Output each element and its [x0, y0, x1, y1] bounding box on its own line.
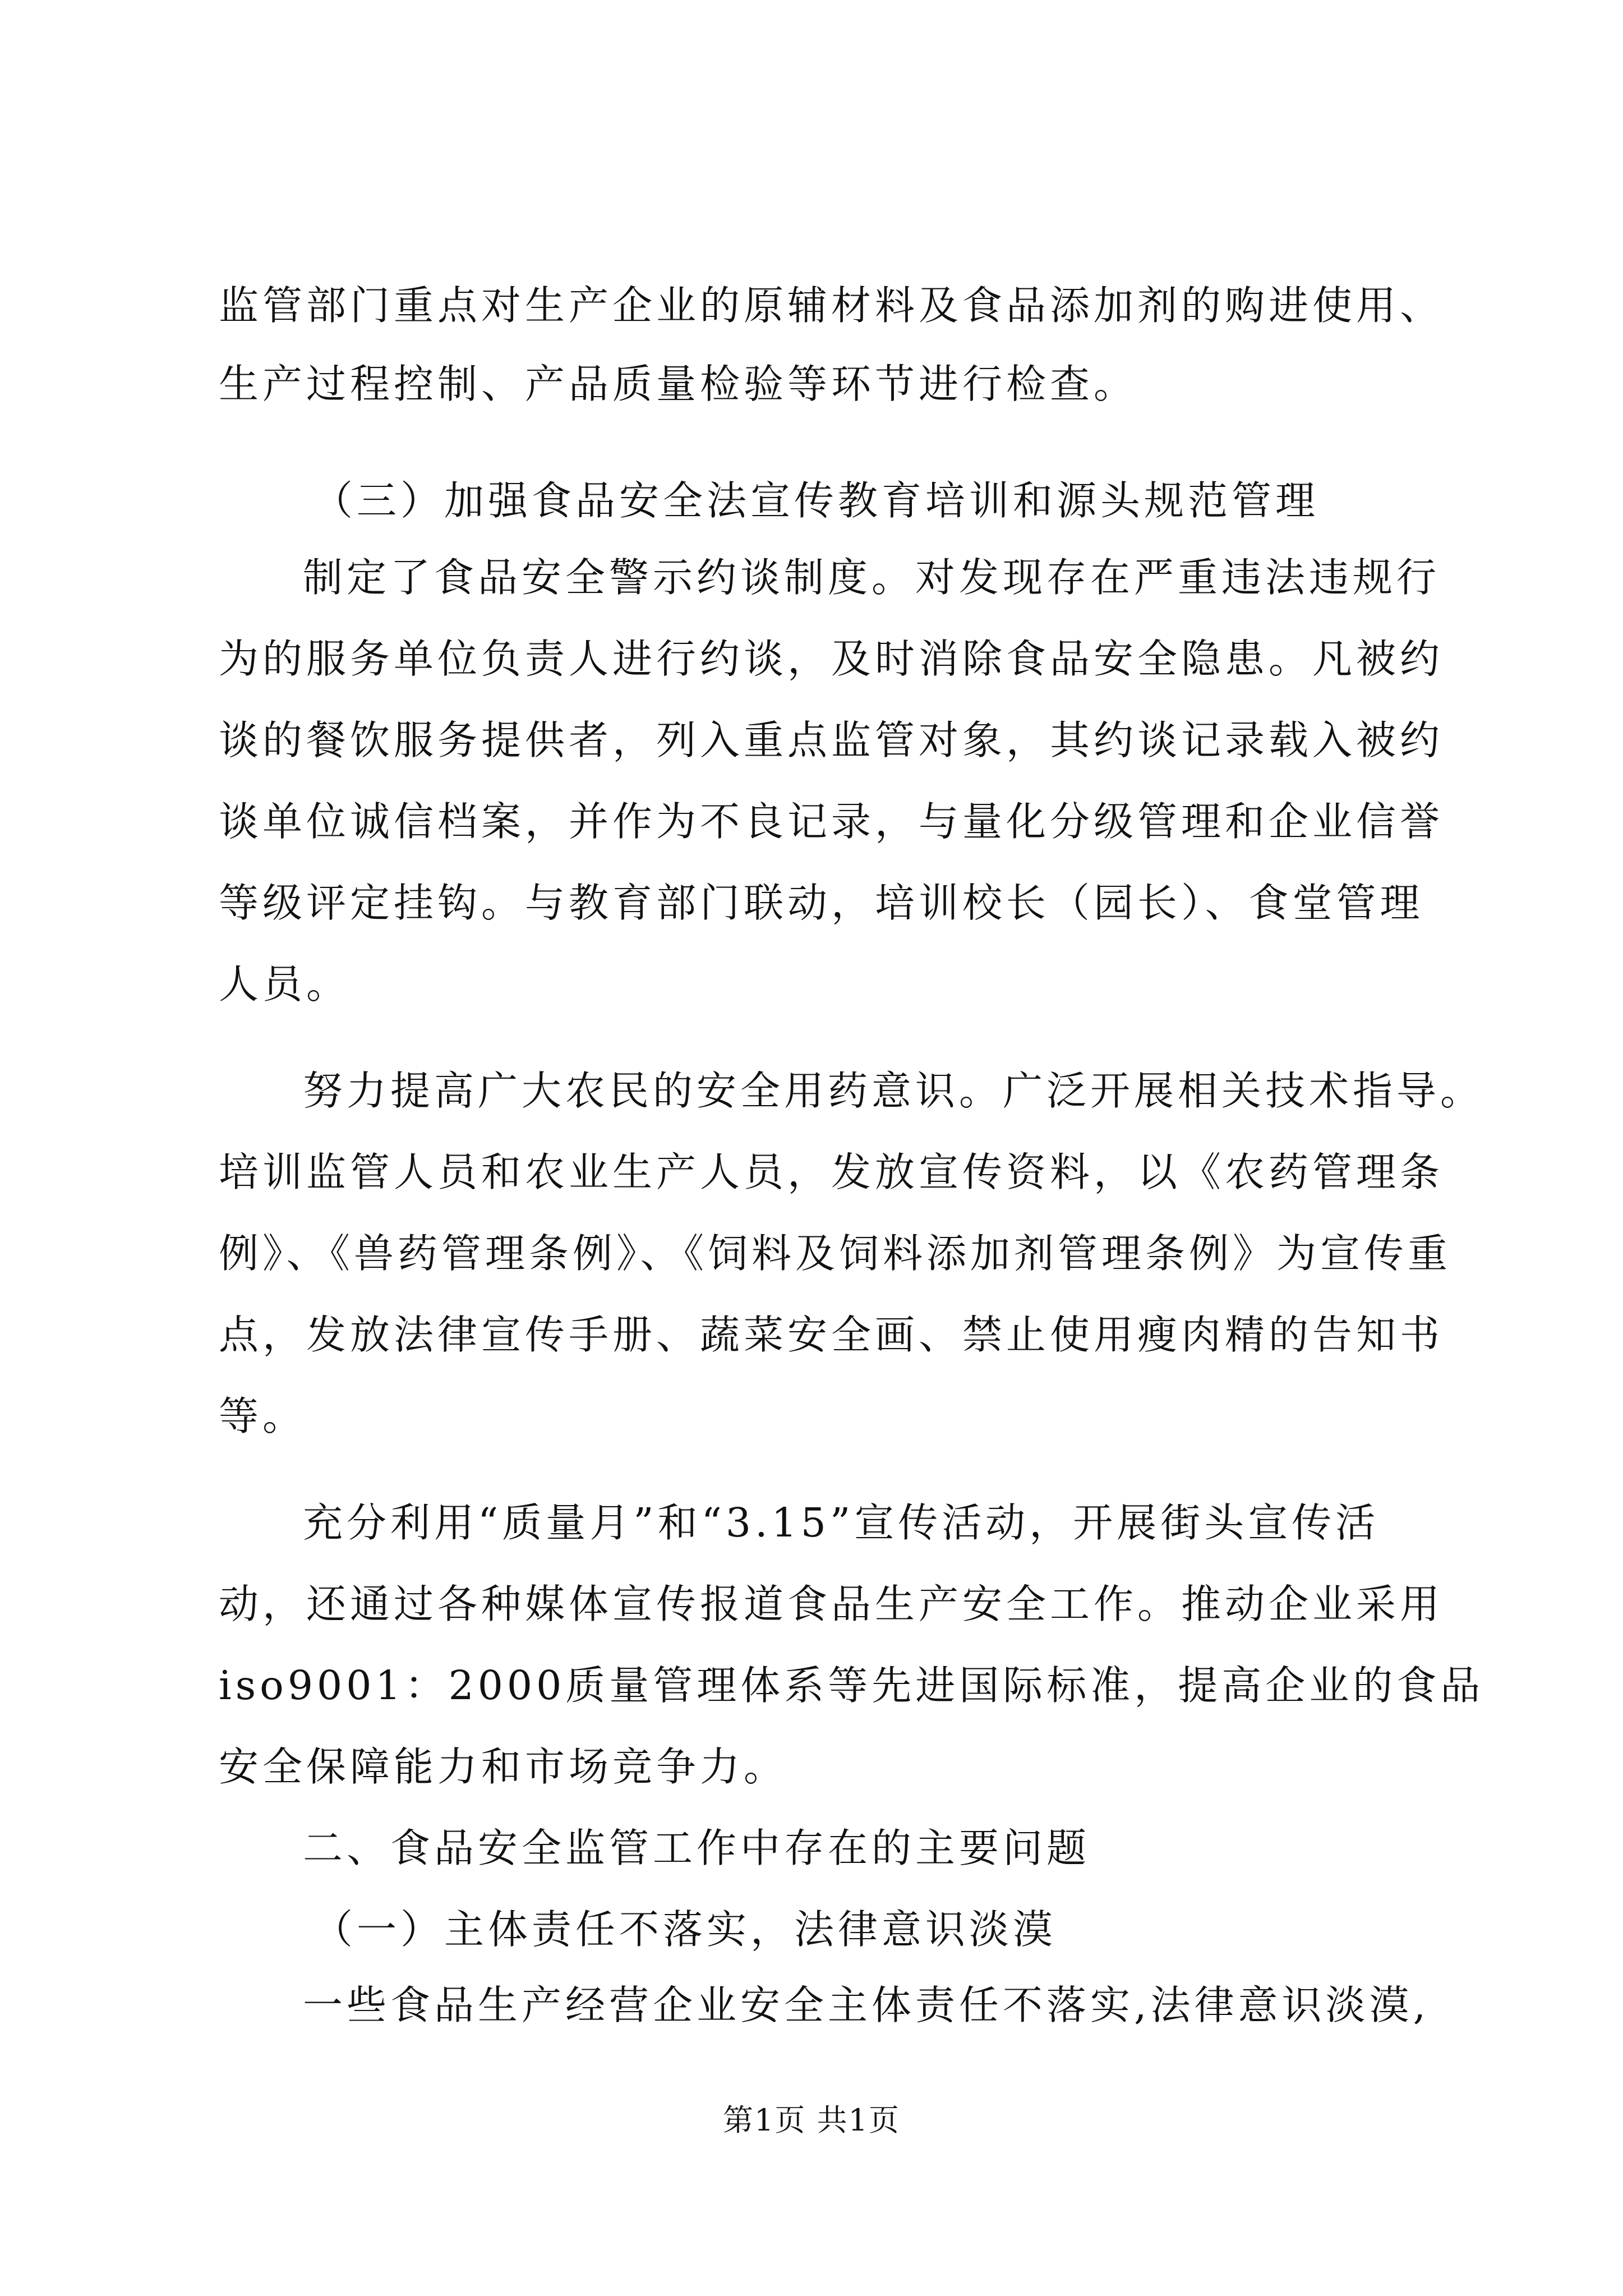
- page-footer: 第1页 共1页: [723, 2102, 900, 2138]
- section-heading: 二、食品安全监管工作中存在的主要问题: [303, 1825, 1091, 1871]
- body-text-line: iso9001：2000质量管理体系等先进国际标准，提高企业的食品: [219, 1662, 1484, 1709]
- body-text-line: 人员。: [219, 961, 351, 1007]
- body-text-line: 安全保障能力和市场竞争力。: [219, 1743, 788, 1790]
- paragraph-first-line: 努力提高广大农民的安全用药意识。广泛开展相关技术指导。: [303, 1068, 1484, 1114]
- body-text-line: 例》、《兽药管理条例》、《饲料及饲料添加剂管理条例》为宣传重: [219, 1230, 1452, 1277]
- paragraph-first-line: 制定了食品安全警示约谈制度。对发现存在严重违法违规行: [303, 554, 1441, 601]
- body-text-line: 监管部门重点对生产企业的原辅材料及食品添加剂的购进使用、: [219, 282, 1444, 329]
- subsection-heading: （一）主体责任不落实，法律意识淡漠: [313, 1906, 1057, 1953]
- body-text-line: 点，发放法律宣传手册、蔬菜安全画、禁止使用瘦肉精的告知书: [219, 1312, 1444, 1358]
- body-text-line: 生产过程控制、产品质量检验等环节进行检查。: [219, 361, 1138, 407]
- paragraph-first-line: 充分利用“质量月”和“3.15”宣传活动，开展街头宣传活: [303, 1499, 1380, 1546]
- paragraph-first-line: 一些食品生产经营企业安全主体责任不落实,法律意识淡漠,: [303, 1982, 1430, 2028]
- body-text-line: 等。: [219, 1393, 307, 1439]
- body-text-line: 为的服务单位负责人进行约谈，及时消除食品安全隐患。凡被约: [219, 636, 1444, 682]
- body-text-line: 动，还通过各种媒体宣传报道食品生产安全工作。推动企业采用: [219, 1581, 1444, 1627]
- body-text-line: 谈单位诚信档案，并作为不良记录，与量化分级管理和企业信誉: [219, 798, 1444, 845]
- body-text-line: 等级评定挂钩。与教育部门联动，培训校长（园长）、食堂管理: [219, 880, 1424, 926]
- body-text-line: 培训监管人员和农业生产人员，发放宣传资料，以《农药管理条: [219, 1149, 1444, 1195]
- body-text-line: 谈的餐饮服务提供者，列入重点监管对象，其约谈记录载入被约: [219, 717, 1444, 763]
- section-heading: （三）加强食品安全法宣传教育培训和源头规范管理: [313, 477, 1320, 524]
